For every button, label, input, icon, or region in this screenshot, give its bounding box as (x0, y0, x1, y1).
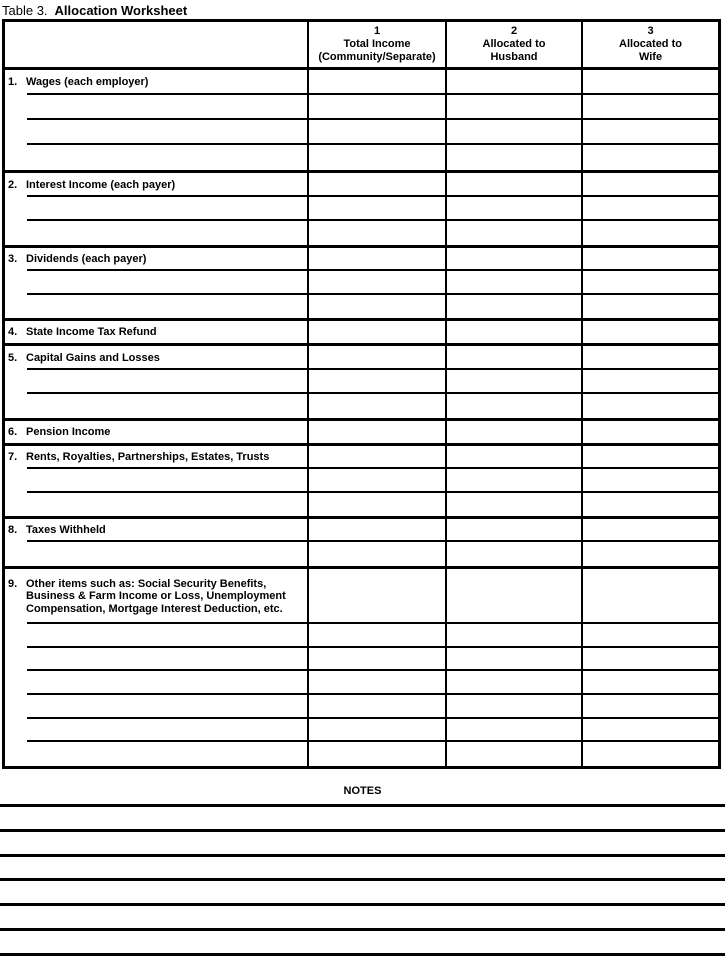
header-col-husband (445, 22, 581, 67)
item-number: 1. (8, 76, 18, 89)
section-1 (5, 70, 718, 170)
note-line (0, 832, 725, 857)
write-in-row (5, 742, 718, 766)
write-in-row (5, 493, 718, 516)
item-text: Interest Income (each payer) (26, 178, 176, 191)
amount-cell-total-income (307, 394, 445, 418)
note-line (0, 931, 725, 956)
write-in-row (5, 624, 718, 648)
item-label-row (5, 421, 718, 443)
amount-cell-husband (445, 742, 581, 766)
write-in-label-cell (5, 221, 307, 245)
item-number: 6. (8, 425, 18, 438)
write-in-row (5, 394, 718, 418)
header-row (5, 22, 718, 70)
amount-cell-total-income (307, 295, 445, 318)
amount-cell-total-income (307, 248, 445, 271)
write-in-label-cell (5, 695, 307, 719)
amount-cell-husband (445, 394, 581, 418)
section-4 (5, 318, 718, 343)
amount-cell-husband (445, 493, 581, 516)
item-label (5, 326, 307, 339)
item-label (5, 451, 307, 464)
note-line (0, 798, 725, 807)
amount-cell-total-income (307, 542, 445, 566)
write-in-label-cell (5, 469, 307, 492)
amount-cell-husband (445, 519, 581, 543)
header-col-number: 2 (510, 25, 518, 37)
item-label (5, 253, 307, 266)
item-number: 5. (8, 351, 18, 364)
item-label (5, 352, 307, 365)
amount-cell-wife (581, 569, 718, 624)
allocation-worksheet-table (2, 19, 721, 769)
amount-cell-total-income (307, 221, 445, 245)
write-in-row (5, 295, 718, 318)
amount-cell-husband (445, 70, 581, 95)
amount-cell-total-income (307, 70, 445, 95)
amount-cell-wife (581, 346, 718, 370)
header-blank-cell (5, 22, 307, 67)
amount-cell-husband (445, 248, 581, 271)
write-in-label-cell (5, 95, 307, 120)
amount-cell-wife (581, 446, 718, 469)
table-number-label: Table 3. (2, 3, 48, 18)
amount-cell-husband (445, 173, 581, 197)
item-label-cell (5, 569, 307, 624)
write-in-row (5, 145, 718, 170)
item-label (5, 524, 307, 537)
amount-cell-total-income (307, 569, 445, 624)
header-col-line1: Allocated to (482, 38, 546, 50)
item-label (5, 426, 307, 439)
amount-cell-total-income (307, 624, 445, 648)
amount-cell-husband (445, 370, 581, 394)
write-in-row (5, 370, 718, 394)
write-in-label-cell (5, 493, 307, 516)
amount-cell-total-income (307, 671, 445, 695)
write-in-row (5, 197, 718, 221)
item-text: Capital Gains and Losses (26, 351, 160, 364)
item-label-row (5, 173, 718, 197)
amount-cell-husband (445, 421, 581, 443)
amount-cell-total-income (307, 446, 445, 469)
item-label (5, 76, 307, 89)
item-label-cell (5, 346, 307, 370)
section-2 (5, 170, 718, 245)
amount-cell-total-income (307, 719, 445, 743)
amount-cell-wife (581, 197, 718, 221)
amount-cell-total-income (307, 648, 445, 672)
amount-cell-total-income (307, 95, 445, 120)
write-in-label-cell (5, 271, 307, 294)
worksheet-body (5, 70, 718, 766)
amount-cell-wife (581, 519, 718, 543)
item-label (5, 578, 307, 616)
note-line (0, 857, 725, 882)
write-in-row (5, 542, 718, 566)
amount-cell-wife (581, 421, 718, 443)
write-in-label-cell (5, 394, 307, 418)
write-in-row (5, 695, 718, 719)
write-in-label-cell (5, 624, 307, 648)
amount-cell-total-income (307, 695, 445, 719)
amount-cell-total-income (307, 469, 445, 492)
write-in-label-cell (5, 370, 307, 394)
write-in-label-cell (5, 742, 307, 766)
item-text: Other items such as: Social Security Benefits, Business & Farm Income or Loss, Unemployment Compensation, Mortgage Interest Deduction, etc. (26, 577, 286, 615)
amount-cell-wife (581, 469, 718, 492)
header-col-line2: (Community/Separate) (318, 51, 436, 63)
amount-cell-total-income (307, 145, 445, 170)
write-in-label-cell (5, 120, 307, 145)
amount-cell-wife (581, 173, 718, 197)
header-col-number: 1 (373, 25, 381, 37)
amount-cell-husband (445, 145, 581, 170)
section-7 (5, 443, 718, 516)
item-label-row (5, 70, 718, 95)
amount-cell-wife (581, 321, 718, 343)
write-in-row (5, 95, 718, 120)
write-in-row (5, 120, 718, 145)
amount-cell-wife (581, 394, 718, 418)
write-in-row (5, 271, 718, 294)
header-col-line1: Total Income (343, 38, 411, 50)
amount-cell-wife (581, 120, 718, 145)
item-text: Rents, Royalties, Partnerships, Estates, Trusts (26, 451, 270, 464)
item-label-cell (5, 519, 307, 543)
amount-cell-wife (581, 70, 718, 95)
amount-cell-husband (445, 197, 581, 221)
write-in-label-cell (5, 542, 307, 566)
amount-cell-wife (581, 648, 718, 672)
amount-cell-husband (445, 221, 581, 245)
amount-cell-wife (581, 671, 718, 695)
amount-cell-wife (581, 742, 718, 766)
note-line (0, 807, 725, 832)
page-title (0, 0, 725, 19)
amount-cell-wife (581, 695, 718, 719)
item-label (5, 179, 307, 192)
section-6 (5, 418, 718, 443)
item-number: 8. (8, 524, 18, 537)
section-8 (5, 516, 718, 566)
item-number: 2. (8, 178, 18, 191)
notes-heading: NOTES (343, 785, 382, 798)
item-label-row (5, 446, 718, 469)
item-label-row (5, 248, 718, 271)
write-in-label-cell (5, 648, 307, 672)
table-title-label: Allocation Worksheet (54, 3, 188, 18)
amount-cell-total-income (307, 321, 445, 343)
amount-cell-husband (445, 446, 581, 469)
amount-cell-husband (445, 120, 581, 145)
amount-cell-wife (581, 221, 718, 245)
amount-cell-husband (445, 295, 581, 318)
amount-cell-husband (445, 671, 581, 695)
amount-cell-wife (581, 295, 718, 318)
amount-cell-husband (445, 271, 581, 294)
amount-cell-wife (581, 719, 718, 743)
write-in-label-cell (5, 671, 307, 695)
amount-cell-total-income (307, 370, 445, 394)
write-in-row (5, 648, 718, 672)
item-label-cell (5, 173, 307, 197)
item-label-cell (5, 446, 307, 469)
amount-cell-total-income (307, 173, 445, 197)
note-line (0, 906, 725, 931)
item-text: State Income Tax Refund (26, 325, 157, 338)
amount-cell-total-income (307, 519, 445, 543)
write-in-row (5, 719, 718, 743)
amount-cell-wife (581, 95, 718, 120)
item-label-cell (5, 70, 307, 95)
amount-cell-total-income (307, 197, 445, 221)
amount-cell-husband (445, 95, 581, 120)
header-col-total-income (307, 22, 445, 67)
notes-lines (0, 798, 725, 956)
item-label-row (5, 321, 718, 343)
amount-cell-wife (581, 624, 718, 648)
amount-cell-wife (581, 271, 718, 294)
amount-cell-husband (445, 648, 581, 672)
amount-cell-total-income (307, 421, 445, 443)
write-in-label-cell (5, 145, 307, 170)
amount-cell-husband (445, 542, 581, 566)
item-label-row (5, 569, 718, 624)
note-line (0, 881, 725, 906)
amount-cell-wife (581, 370, 718, 394)
item-number: 3. (8, 253, 18, 266)
write-in-label-cell (5, 197, 307, 221)
header-col-line2: Husband (490, 51, 538, 63)
amount-cell-wife (581, 542, 718, 566)
write-in-row (5, 469, 718, 492)
amount-cell-husband (445, 346, 581, 370)
header-col-line2: Wife (638, 51, 663, 63)
write-in-label-cell (5, 295, 307, 318)
item-label-cell (5, 248, 307, 271)
section-9 (5, 566, 718, 766)
item-number: 4. (8, 325, 18, 338)
item-text: Dividends (each payer) (26, 253, 147, 266)
amount-cell-wife (581, 145, 718, 170)
item-label-cell (5, 421, 307, 443)
item-label-row (5, 519, 718, 543)
amount-cell-total-income (307, 271, 445, 294)
write-in-label-cell (5, 719, 307, 743)
amount-cell-husband (445, 695, 581, 719)
header-col-line1: Allocated to (619, 38, 682, 50)
amount-cell-total-income (307, 742, 445, 766)
item-label-cell (5, 321, 307, 343)
amount-cell-husband (445, 321, 581, 343)
amount-cell-total-income (307, 346, 445, 370)
item-label-row (5, 346, 718, 370)
amount-cell-wife (581, 493, 718, 516)
amount-cell-husband (445, 569, 581, 624)
amount-cell-total-income (307, 493, 445, 516)
amount-cell-husband (445, 719, 581, 743)
header-col-number: 3 (647, 25, 654, 37)
section-3 (5, 245, 718, 318)
amount-cell-wife (581, 248, 718, 271)
header-col-wife (581, 22, 718, 67)
item-number: 9. (8, 577, 18, 590)
item-number: 7. (8, 451, 18, 464)
write-in-row (5, 671, 718, 695)
amount-cell-husband (445, 624, 581, 648)
write-in-row (5, 221, 718, 245)
item-text: Wages (each employer) (26, 76, 149, 89)
section-5 (5, 343, 718, 418)
amount-cell-total-income (307, 120, 445, 145)
amount-cell-husband (445, 469, 581, 492)
item-text: Taxes Withheld (26, 524, 106, 537)
item-text: Pension Income (26, 425, 111, 438)
